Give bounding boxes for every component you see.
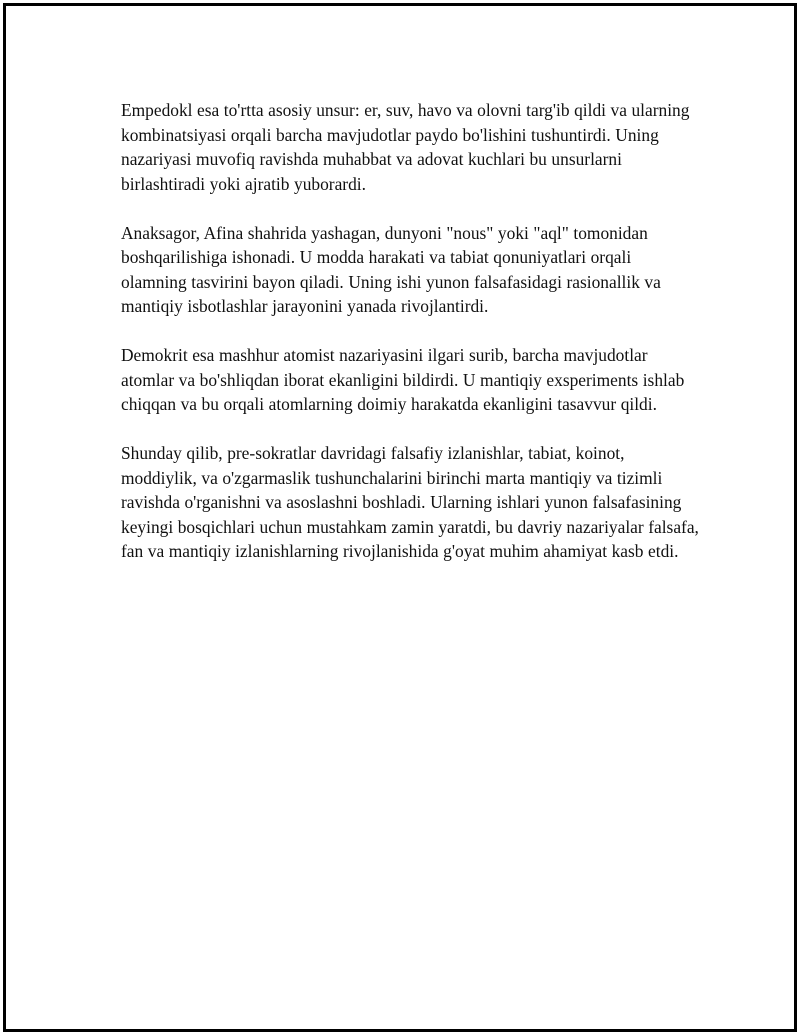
paragraph-conclusion: Shunday qilib, pre-sokratlar davridagi falsafiy izlanishlar, tabiat, koinot, moddiylik, va o'zgarmaslik tushunchalarini birinchi marta mantiqiy va tizimli ravishda o'rganishni va asoslashni boshladi. Ularning ishlari yunon falsafasining keyingi bosqichlari uchun mustahkam zamin yaratdi, bu davriy nazariyalar falsafa, fan va mantiqiy izlanishlarning rivojlanishida g'oyat muhim ahamiyat kasb etdi. bbox=[121, 443, 699, 561]
paragraph-demokrit: Demokrit esa mashhur atomist nazariyasini ilgari surib, barcha mavjudotlar atomlar va bo'shliqdan iborat ekanligini bildirdi. U mantiqiy exsperiments ishlab chiqqan va bu orqali atomlarning doimiy harakatda ekanligini tasavvur qildi. bbox=[121, 345, 685, 414]
document-body bbox=[121, 98, 701, 588]
paragraph-empedokl: Empedokl esa to'rtta asosiy unsur: er, suv, havo va olovni targ'ib qildi va ularning kombinatsiyasi orqali barcha mavjudotlar paydo bo'lishini tushuntirdi. Uning nazariyasi muvofiq ravishda muhabbat va adovat kuchlari bu unsurlarni birlashtiradi yoki ajratib yuborardi. bbox=[121, 100, 690, 194]
page-frame bbox=[3, 3, 797, 1032]
paragraph-anaksagor: Anaksagor, Afina shahrida yashagan, dunyoni "nous" yoki "aql" tomonidan boshqarilishiga ishonadi. U modda harakati va tabiat qonuniyatlari orqali olamning tasvirini bayon qiladi. Uning ishi yunon falsafasidagi rasionallik va mantiqiy isbotlashlar jarayonini yanada rivojlantirdi. bbox=[121, 222, 661, 316]
